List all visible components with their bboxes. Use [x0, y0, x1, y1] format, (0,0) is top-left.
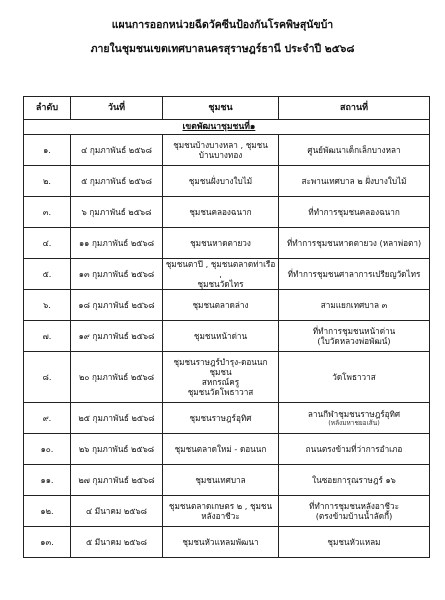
table-row: [24, 135, 430, 166]
row-date: ๔ กุมภาพันธ์ ๒๕๖๘: [71, 135, 163, 166]
row-number: ๑๓.: [24, 527, 71, 558]
row-community: [163, 197, 279, 228]
table-row: [24, 166, 430, 197]
table-row: [24, 352, 430, 403]
row-number: ๘.: [24, 352, 71, 403]
row-date: ๒๖ กุมภาพันธ์ ๒๕๖๘: [71, 434, 163, 465]
table-row: [24, 496, 430, 527]
row-date: ๑๓ กุมภาพันธ์ ๒๕๖๘: [71, 259, 163, 290]
row-date: ๕ มีนาคม ๒๕๖๘: [71, 527, 163, 558]
row-place: [279, 228, 430, 259]
table-row: [24, 527, 430, 558]
community-line: ชุมชนหาดตายวง: [190, 238, 251, 248]
row-place: [279, 259, 430, 290]
row-date: ๑๑ กุมภาพันธ์ ๒๕๖๘: [71, 228, 163, 259]
schedule-table: [23, 96, 430, 558]
row-date: ๒๕ กุมภาพันธ์ ๒๕๖๘: [71, 403, 163, 434]
row-date: ๑๘ กุมภาพันธ์ ๒๕๖๘: [71, 290, 163, 321]
row-community: [163, 321, 279, 352]
community-line: สหกรณ์ครู: [201, 377, 240, 387]
row-number: ๑๐.: [24, 434, 71, 465]
place-line: ในซอยการุณราษฎร์ ๑๖: [312, 475, 396, 485]
community-line: ชุมชนบ้างบางหลา , ชุมชน: [173, 140, 268, 150]
community-line: ชุมชนวัดไทร: [197, 279, 244, 289]
row-place: [279, 166, 430, 197]
community-line: ชุมชนฝั่งบางใบไม้: [188, 176, 253, 186]
table-row: [24, 197, 430, 228]
place-line: วัดโพธาวาส: [332, 372, 376, 382]
row-place: [279, 197, 430, 228]
row-number: ๑๑.: [24, 465, 71, 496]
table-row: [24, 259, 430, 290]
place-line: ศูนย์พัฒนาเด็กเล็กบางหลา: [307, 145, 401, 155]
row-date: ๒๗ กุมภาพันธ์ ๒๕๖๘: [71, 465, 163, 496]
row-community: [163, 135, 279, 166]
place-line: ที่ทำการชุมชนหลังอาชีวะ: [309, 501, 399, 511]
row-number: ๔.: [24, 228, 71, 259]
row-community: [163, 259, 279, 290]
place-line: (ตรงข้ามบ้านน้ำลัดกี้): [315, 511, 393, 521]
community-line: ชุมชนราษฎร์อุทิศ: [189, 413, 252, 423]
place-line: ลานกีฬาชุมชนราษฎร์อุทิศ: [307, 408, 401, 419]
header-date: วันที่: [71, 97, 163, 120]
row-number: ๑.: [24, 135, 71, 166]
zone-label: เขตพัฒนาชุมชนที่๑: [163, 120, 430, 135]
header-community: ชุมชน: [163, 97, 279, 120]
community-line: ชุมชนหัวแหลมพัฒนา: [182, 537, 259, 547]
row-number: ๗.: [24, 321, 71, 352]
community-line: หลังอาชีวะ: [201, 511, 240, 521]
place-line: สะพานเทศบาล ๒ ฝั่งบางใบไม้: [301, 176, 407, 186]
community-line: ชุมชนหน้าด่าน: [193, 331, 248, 341]
place-line: สามแยกเทศบาล ๓: [320, 300, 388, 310]
community-line: ชุมชนราษฎร์บำรุง-ดอนนกชุมชน: [173, 357, 268, 377]
community-line: บ้านบางทอง: [198, 150, 243, 160]
row-number: ๙.: [24, 403, 71, 434]
row-number: ๓.: [24, 197, 71, 228]
table-row: [24, 434, 430, 465]
place-line: ที่ทำการชุมชนศาลาการเปรียญวัดไทร: [287, 269, 421, 279]
row-community: [163, 166, 279, 197]
row-place: [279, 434, 430, 465]
community-line: ชุมชนวัดโพธาวาส: [187, 387, 254, 397]
header-place: สถานที่: [279, 97, 430, 120]
table-row: [24, 290, 430, 321]
place-line: ถนนตรงข้ามที่ว่าการอำเภอ: [305, 444, 403, 454]
document-title: แผนการออกหน่วยฉีดวัคซีนป้องกันโรคพิษสุนัขบ้า: [111, 19, 334, 31]
community-line: ชุมชนตาปี , ชุมชนตลาดท่าเรือ ,: [165, 259, 276, 279]
row-community: [163, 290, 279, 321]
row-place: [279, 290, 430, 321]
row-date: ๖ กุมภาพันธ์ ๒๕๖๘: [71, 197, 163, 228]
place-line: ชุมชนหัวแหลม: [327, 537, 381, 547]
row-number: ๒.: [24, 166, 71, 197]
community-line: ชุมชนตลาดใหม่ - ดอนนก: [174, 444, 267, 454]
header-no: ลำดับ: [24, 97, 71, 120]
community-line: ชุมชนคลองฉนาก: [189, 207, 252, 217]
row-community: [163, 228, 279, 259]
row-place: [279, 465, 430, 496]
document-subtitle: ภายในชุมชนเขตเทศบาลนครสุราษฎร์ธานี ประจำปี ๒๕๖๘: [90, 43, 355, 55]
row-place: [279, 403, 430, 434]
row-community: [163, 465, 279, 496]
community-line: ชุมชนเทศบาล: [195, 475, 246, 485]
place-line: (ใบวัดหลวงพ่อพัฒน์): [317, 336, 391, 346]
row-place: [279, 135, 430, 166]
table-row: [24, 403, 430, 434]
community-line: ชุมชนตลาดเกษตร ๒ , ชุมชน: [168, 501, 273, 511]
row-community: [163, 527, 279, 558]
row-community: [163, 352, 279, 403]
row-date: ๕ กุมภาพันธ์ ๒๕๖๘: [71, 166, 163, 197]
row-number: ๖.: [24, 290, 71, 321]
row-date: ๒๐ กุมภาพันธ์ ๒๕๖๘: [71, 352, 163, 403]
row-place: [279, 321, 430, 352]
place-line: ที่ทำการชุมชนคลองฉนาก: [308, 207, 400, 217]
table-row: [24, 321, 430, 352]
row-community: [163, 496, 279, 527]
place-line: ที่ทำการชุมชนหน้าด่าน: [312, 326, 396, 336]
row-date: ๑๙ กุมภาพันธ์ ๒๕๖๘: [71, 321, 163, 352]
table-row: [24, 465, 430, 496]
row-date: ๔ มีนาคม ๒๕๖๘: [71, 496, 163, 527]
community-line: ชุมชนตลาดล่าง: [192, 300, 249, 310]
table-header-row: [24, 97, 430, 120]
table-row: [24, 228, 430, 259]
row-number: ๕.: [24, 259, 71, 290]
row-place: [279, 352, 430, 403]
row-community: [163, 434, 279, 465]
row-place: [279, 496, 430, 527]
row-number: ๑๒.: [24, 496, 71, 527]
row-place: [279, 527, 430, 558]
place-line: ที่ทำการชุมชนหาดตายวง (หลาพ่อตา): [286, 238, 422, 248]
zone-row: [24, 120, 430, 135]
place-note: (หลังมหาชยอเส้น): [328, 418, 380, 427]
row-community: [163, 403, 279, 434]
